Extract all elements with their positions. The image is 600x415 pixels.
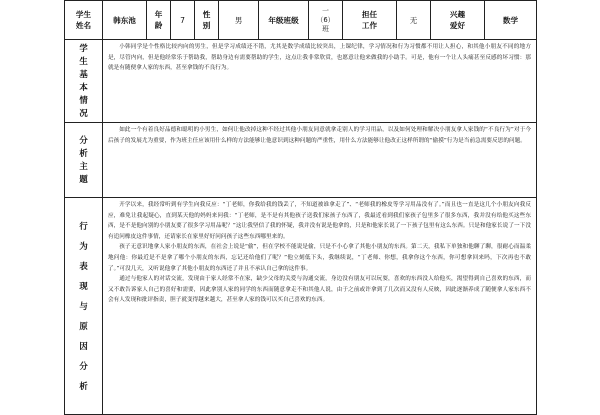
age-label: 年 龄 — [147, 1, 171, 40]
hobby-value: 数学 — [485, 1, 537, 40]
grade-class-label: 年级班级 — [259, 1, 309, 40]
basic-info-text: 小韩同学是个性格比较内向的男生，但是学习成绩还不错，尤其是数学成绩比较突出，上课纪律，学习情况和行为习惯都不用让人担心，和其他小朋友不同的地方是，尽管内向，但是他经常乐于帮助我，帮助身边有需要帮助的学生，这点让我非常欣赏，也愿意让他来做我的小助手。可是，他有一个让人头痛甚至反感的坏习惯：那就是有随便拿人家的东西，甚至拿钱的不良行为。 — [103, 40, 537, 123]
behavior-paragraph: 通过与他家人的对话交流，发现由于家人经常不在家，缺少父母的关爱与沟通交流，身边没有朋友可以玩耍，喜欢的东西没人给他买，渴望得到自己喜欢的东西，而又不敢告诉家人自己的喜好和需要，因此拿别人家的同学的东西而随意拿走不和其他人说，由于之前或许拿到了几次而又没有人反映，因此逐渐养成了随便拿人家东西不会有人发现和批评指责，胆子就变得越来越大，甚至拿人家的钱可以买自己喜欢的东西。 — [108, 276, 531, 304]
hobby-label: 兴趣 爱好 — [431, 1, 485, 40]
behavior-paragraph: 开学以来，我经常听到有学生向我反应：“丁老师，你我给我的钱丢了，不知道被谁拿走了”、“老师我的橡皮等学习用品没有了。”而且也一直是这几个小朋友向我反应，难免让我起疑心，直到某天他的妈妈来问我：“丁老师，是不是有其他孩子送我们家孩子东西了，我最近看到我们家孩子包里多了很多东西，我并没有给他买这些东西，是不是他向别的小朋友要了很多学习用品呢？”这让我坚信了我的怀疑，我并没有说是他拿的，只是和他家长说了一下孩子包里有这么东西。只是和他家长说了一下没有追问橡皮这件事情，还请家长在家里好好问问孩子这些东西哪里来的。 — [108, 202, 531, 240]
analysis-row — [65, 123, 537, 198]
gender-label: 性 别 — [195, 1, 219, 40]
student-record-table — [64, 0, 537, 415]
behavior-text — [103, 198, 537, 415]
analysis-label: 分 析 主 题 — [65, 123, 103, 198]
gender-value: 男 — [219, 1, 259, 40]
grade-class-value: 一 （6） 班 — [309, 1, 343, 40]
age-value: 7 — [171, 1, 195, 40]
behavior-paragraph: 孩子无意识地拿人家小朋友的东西，在社会上说是“偷”，但在学校不能说是偷，只是不小心拿了其他小朋友的东西。第二天，我私下单独和他聊了聊，很耐心而温柔地问他：你最近是不是拿了哪个小朋友的东西，忘记还给他们了呢？”他立刻低下头，我继续说，“丁老师、你想，我拿你这个东西，你可想拿回来吗，下次再也不敢了。”可没几天，又听说他拿了其他小朋友的东西还了并且不承认自己拿的这件事。 — [108, 244, 531, 272]
basic-info-label: 学 生 基 本 情 况 — [65, 40, 103, 123]
header-row — [65, 1, 537, 40]
record-sheet — [64, 0, 536, 400]
student-name-label: 学生 姓名 — [65, 1, 103, 40]
role-label: 担任 工作 — [343, 1, 397, 40]
analysis-text: 如此一个有着良好品德和聪明的小男生，如何让他改掉这种不经过其他小朋友同意就拿走别人的学习用品，以及如何处理和解决小朋友拿人家钱的“不良行为”对于今后孩子的发展尤为重要，作为班主任应该用什么样的方法能够让他意识到这种问题的严重性，用什么方法能够让他改正这样所谓的“偷摸”行为是当前急需要反思的问题。 — [103, 123, 537, 198]
role-value: 无 — [397, 1, 431, 40]
behavior-row — [65, 198, 537, 415]
student-name-value: 韩东池 — [103, 1, 147, 40]
basic-info-row — [65, 40, 537, 123]
behavior-label: 行 为 表 现 与 原 因 分 析 — [65, 198, 103, 415]
